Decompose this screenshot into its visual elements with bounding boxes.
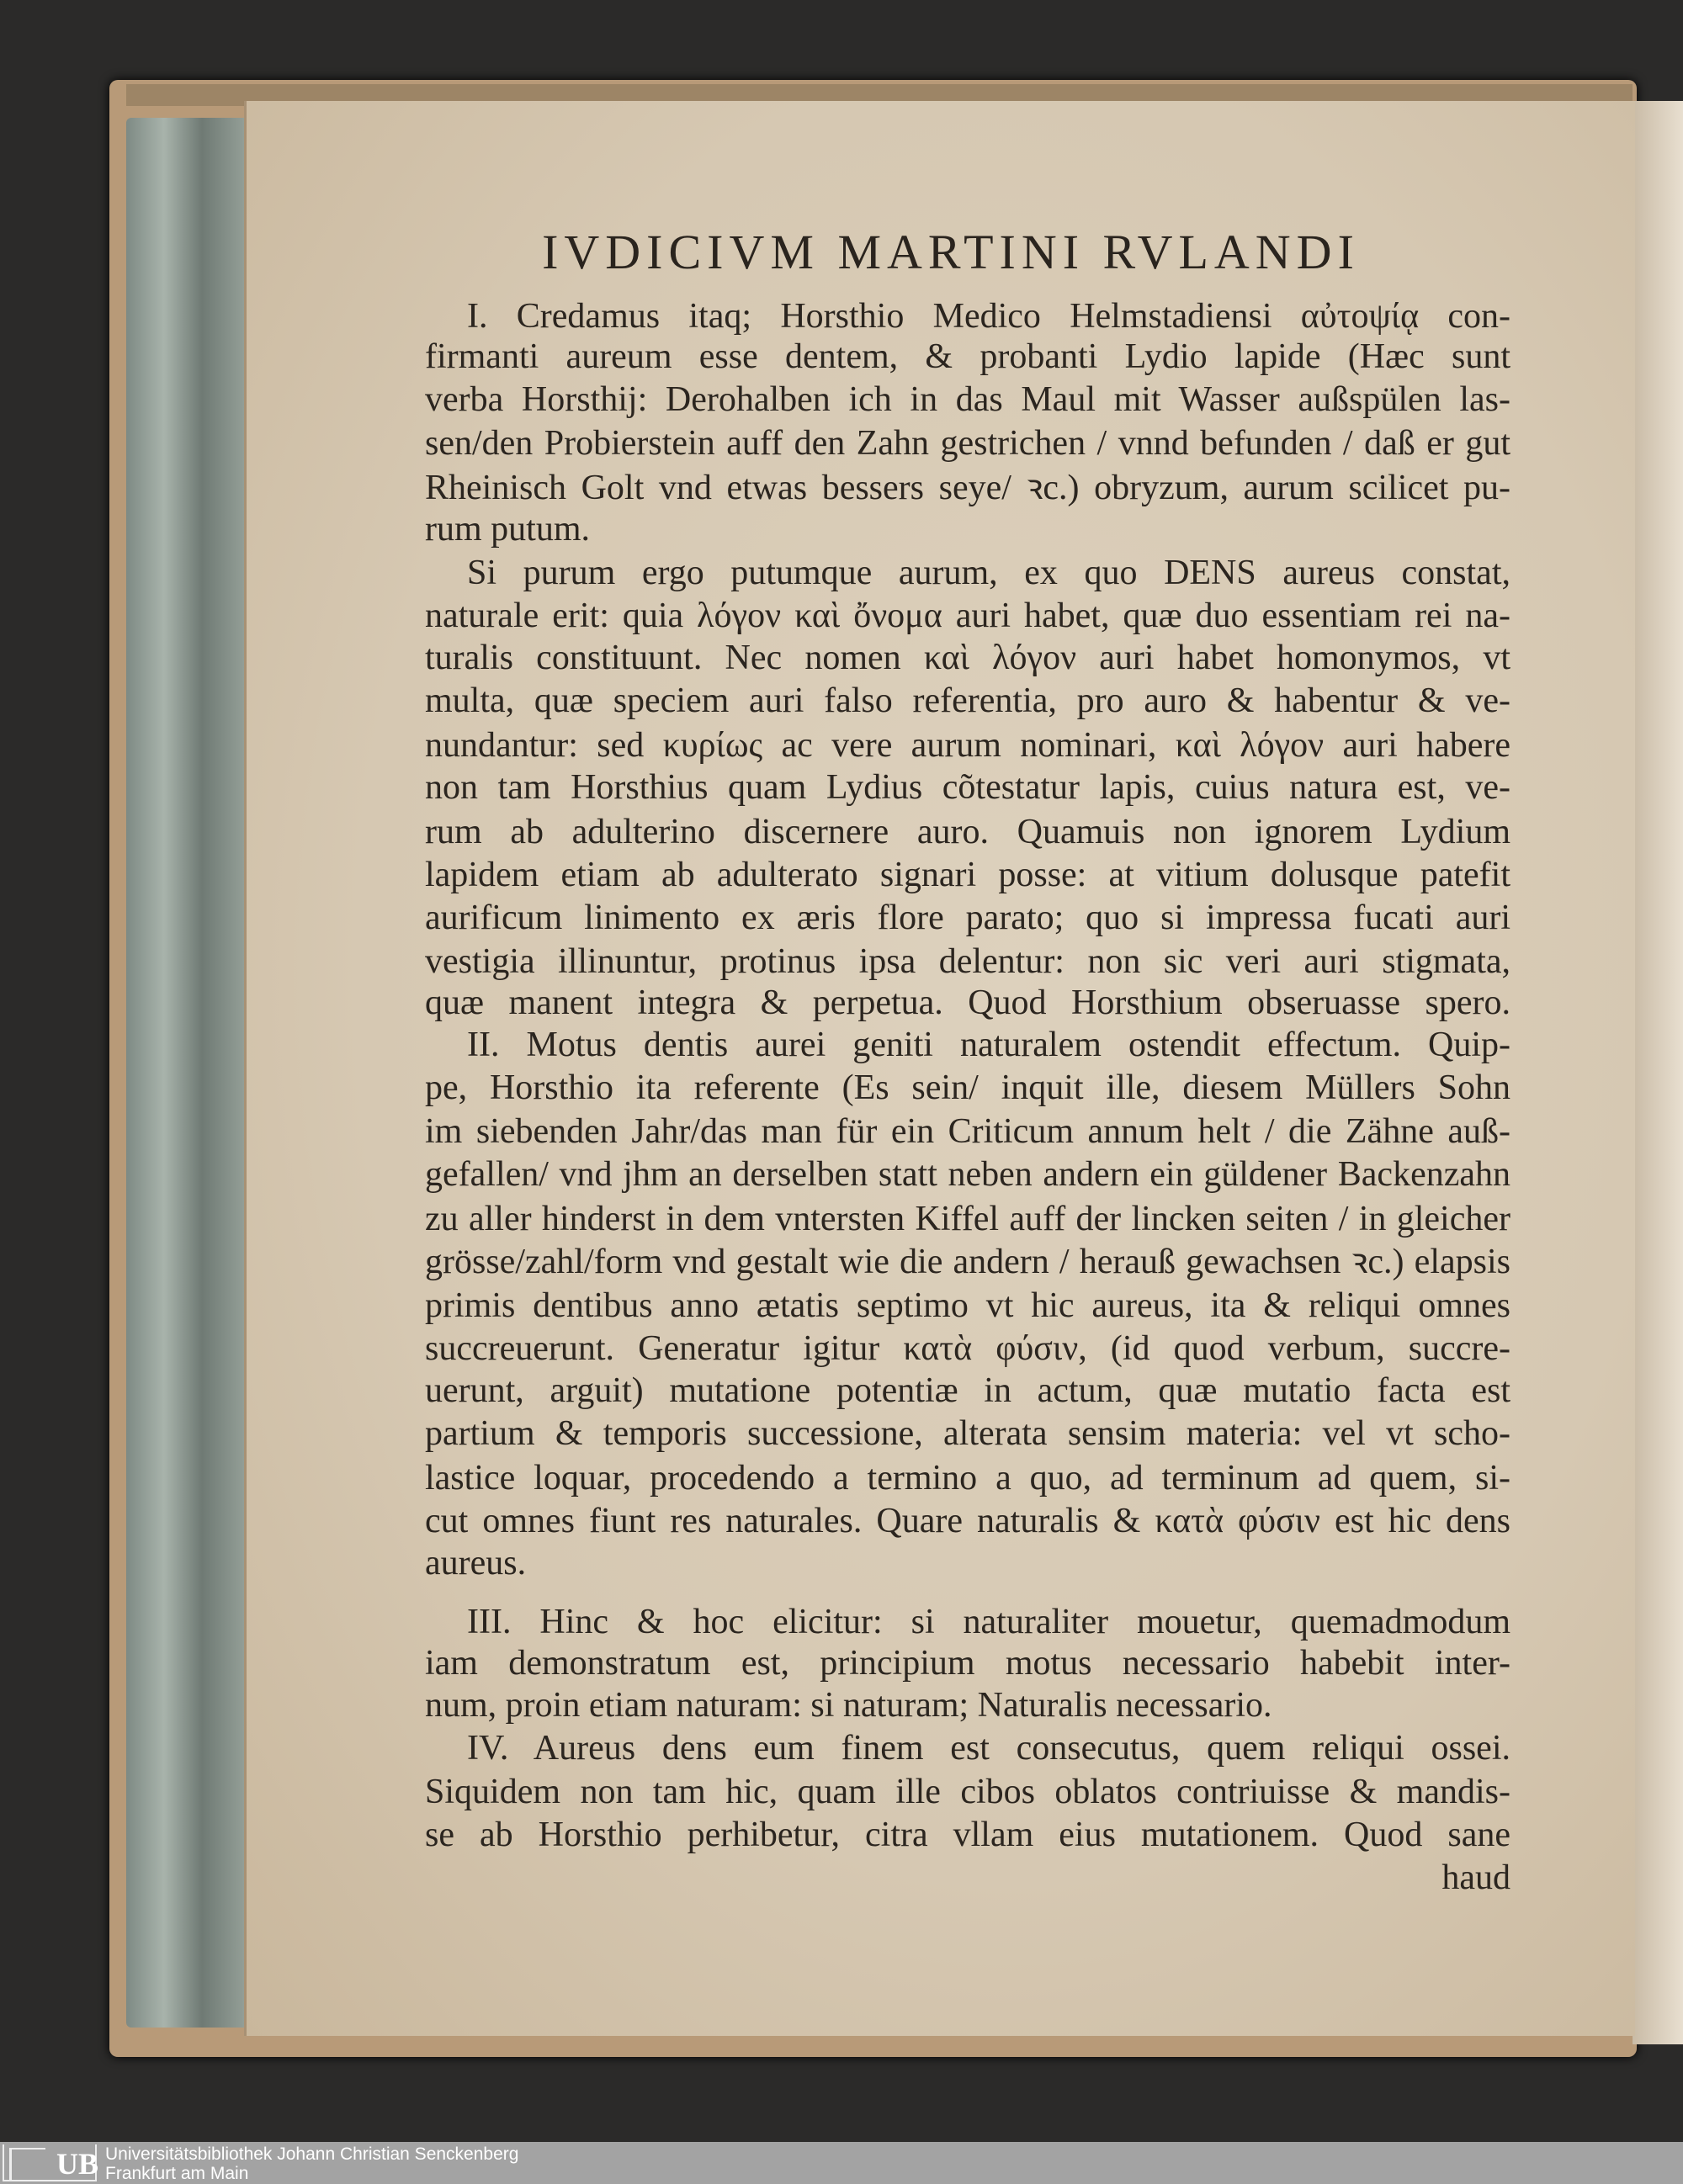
book-icon <box>9 2148 45 2181</box>
text-line: uerunt, arguit) mutatione potentiæ in actum, quæ mutatio facta est <box>425 1371 1510 1410</box>
library-logo <box>3 2144 97 2181</box>
text-line: partium & temporis successione, alterata sensim materia: vel vt scho- <box>425 1414 1510 1453</box>
text-line: aurificum linimento ex æris flore parato; quo si impressa fucati auri <box>425 899 1510 937</box>
text-line: firmanti aureum esse dentem, & probanti Lydio lapide (Hæc sunt <box>425 337 1510 376</box>
library-footer <box>0 2142 1683 2184</box>
text-line: I. Credamus itaq; Horsthio Medico Helmstadiensi αὐτοψίᾳ con- <box>467 297 1510 336</box>
text-line: im siebenden Jahr/das man für ein Criticum annum helt / die Zähne auß- <box>425 1112 1510 1151</box>
book-fore-edge <box>126 118 252 2028</box>
text-line: lastice loquar, procedendo a termino a quo, ad terminum ad quem, si- <box>425 1459 1510 1498</box>
text-line: non tam Horsthius quam Lydius cõtestatur lapis, cuius natura est, ve- <box>425 768 1510 807</box>
text-line: iam demonstratum est, principium motus necessario habebit inter- <box>425 1644 1510 1683</box>
text-line: aureus. <box>425 1544 527 1582</box>
institution-name: Universitätsbibliothek Johann Christian Senckenberg <box>105 2144 519 2164</box>
text-line: III. Hinc & hoc elicitur: si naturaliter mouetur, quemadmodum <box>467 1603 1510 1641</box>
text-line: num, proin etiam naturam: si naturam; Naturalis necessario. <box>425 1686 1272 1725</box>
text-line: rum putum. <box>425 510 590 549</box>
text-line: vestigia illinuntur, protinus ipsa delentur: non sic veri auri stigmata, <box>425 942 1510 981</box>
text-line: Si purum ergo putumque aurum, ex quo DENS aureus constat, <box>467 554 1510 592</box>
text-line: lapidem etiam ab adulterato signari posse: at vitium dolusque patefit <box>425 856 1510 894</box>
text-line: multa, quæ speciem auri falso referentia, pro auro & habentur & ve- <box>425 681 1510 720</box>
text-line: cut omnes fiunt res naturales. Quare naturalis & κατὰ φύσιν est hic dens <box>425 1502 1510 1540</box>
facing-page-edge <box>1633 101 1683 2044</box>
page-heading: IVDICIVM MARTINI RVLANDI <box>542 225 1360 279</box>
text-line: se ab Horsthio perhibetur, citra vllam eius mutationem. Quod sane <box>425 1816 1510 1854</box>
text-line: verba Horsthij: Derohalben ich in das Maul mit Wasser außspülen las- <box>425 380 1510 419</box>
text-line: rum ab adulterino discernere auro. Quamuis non ignorem Lydium <box>425 813 1510 851</box>
text-line: nundantur: sed κυρίως ac vere aurum nominari, καὶ λόγον auri habere <box>425 726 1510 765</box>
text-line: gefallen/ vnd jhm an derselben statt neben andern ein güldener Backenzahn <box>425 1155 1510 1194</box>
text-line: haud <box>1441 1858 1510 1897</box>
text-line: primis dentibus anno ætatis septimo vt hic aureus, ita & reliqui omnes <box>425 1286 1510 1325</box>
text-line: naturale erit: quia λόγον καὶ ὄνομα auri habet, quæ duo essentiam rei na- <box>425 596 1510 635</box>
text-line: Rheinisch Golt vnd etwas bessers seye/ ꝛc.) obryzum, aurum scilicet pu- <box>425 469 1510 507</box>
text-line: sen/den Probierstein auff den Zahn gestrichen / vnnd befunden / daß er gut <box>425 424 1510 463</box>
text-line: zu aller hinderst in dem vntersten Kiffel auff der lincken seiten / in gleicher <box>425 1200 1510 1238</box>
text-line: succreuerunt. Generatur igitur κατὰ φύσιν, (id quod verbum, succre- <box>425 1329 1510 1368</box>
text-line: turalis constituunt. Nec nomen καὶ λόγον auri habet homonymos, vt <box>425 639 1510 677</box>
text-line: Siquidem non tam hic, quam ille cibos oblatos contriuisse & mandis- <box>425 1773 1510 1811</box>
text-line: II. Motus dentis aurei geniti naturalem ostendit effectum. Quip- <box>467 1026 1510 1064</box>
text-line: IV. Aureus dens eum finem est consecutus, quem reliqui ossei. <box>467 1729 1510 1768</box>
text-line: grösse/zahl/form vnd gestalt wie die andern / herauß gewachsen ꝛc.) elapsis <box>425 1243 1510 1281</box>
logo-text: UB <box>56 2147 99 2181</box>
text-line: pe, Horsthio ita referente (Es sein/ inquit ille, diesem Müllers Sohn <box>425 1068 1510 1107</box>
text-line: quæ manent integra & perpetua. Quod Horsthium obseruasse spero. <box>425 983 1510 1022</box>
institution-city: Frankfurt am Main <box>105 2164 249 2183</box>
